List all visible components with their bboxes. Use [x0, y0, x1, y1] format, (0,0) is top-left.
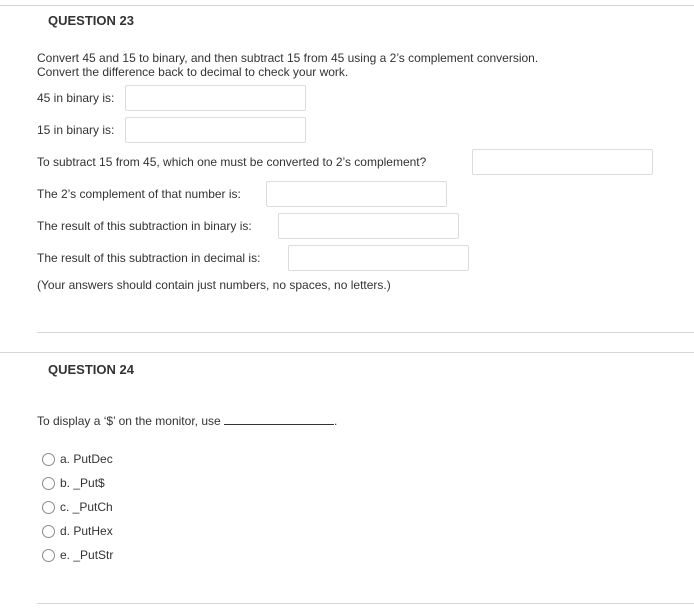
result-decimal-label: The result of this subtraction in decimal is:	[37, 251, 261, 265]
question-23-bottom-divider	[37, 332, 694, 333]
option-a-radio[interactable]	[42, 453, 55, 466]
question-23-title: QUESTION 23	[48, 13, 134, 28]
option-a-label[interactable]: a. PutDec	[60, 452, 113, 466]
question-24-prompt	[37, 414, 337, 428]
twos-complement-label: The 2’s complement of that number is:	[37, 187, 241, 201]
question-24-bottom-divider	[37, 603, 694, 604]
option-d-label[interactable]: d. PutHex	[60, 524, 113, 538]
question-24-title: QUESTION 24	[48, 362, 134, 377]
which-twos-complement-label: To subtract 15 from 45, which one must be converted to 2’s complement?	[37, 155, 427, 169]
result-binary-label: The result of this subtraction in binary is:	[37, 219, 252, 233]
option-b-label[interactable]: b. _Put$	[60, 476, 105, 490]
option-e-label[interactable]: e. _PutStr	[60, 548, 114, 562]
answer-blank-line	[224, 415, 334, 425]
binary-45-input[interactable]	[125, 85, 306, 111]
option-e-radio[interactable]	[42, 549, 55, 562]
question-24-prompt-text: To display a ‘$’ on the monitor, use	[37, 414, 221, 428]
top-divider	[0, 5, 694, 6]
binary-15-input[interactable]	[125, 117, 306, 143]
option-c-radio[interactable]	[42, 501, 55, 514]
question-24-prompt-period: .	[334, 414, 338, 428]
binary-45-label: 45 in binary is:	[37, 91, 115, 105]
answer-format-note: (Your answers should contain just numbers, no spaces, no letters.)	[37, 278, 391, 292]
option-d-radio[interactable]	[42, 525, 55, 538]
binary-15-label: 15 in binary is:	[37, 123, 115, 137]
option-b-radio[interactable]	[42, 477, 55, 490]
question-23-prompt-line-1: Convert 45 and 15 to binary, and then subtract 15 from 45 using a 2’s complement conversion.	[37, 51, 539, 65]
question-23-prompt-line-2: Convert the difference back to decimal to check your work.	[37, 65, 349, 79]
question-separator	[0, 352, 694, 353]
which-twos-complement-input[interactable]	[472, 149, 653, 175]
option-c-label[interactable]: c. _PutCh	[60, 500, 113, 514]
result-decimal-input[interactable]	[288, 245, 469, 271]
twos-complement-input[interactable]	[266, 181, 447, 207]
result-binary-input[interactable]	[278, 213, 459, 239]
